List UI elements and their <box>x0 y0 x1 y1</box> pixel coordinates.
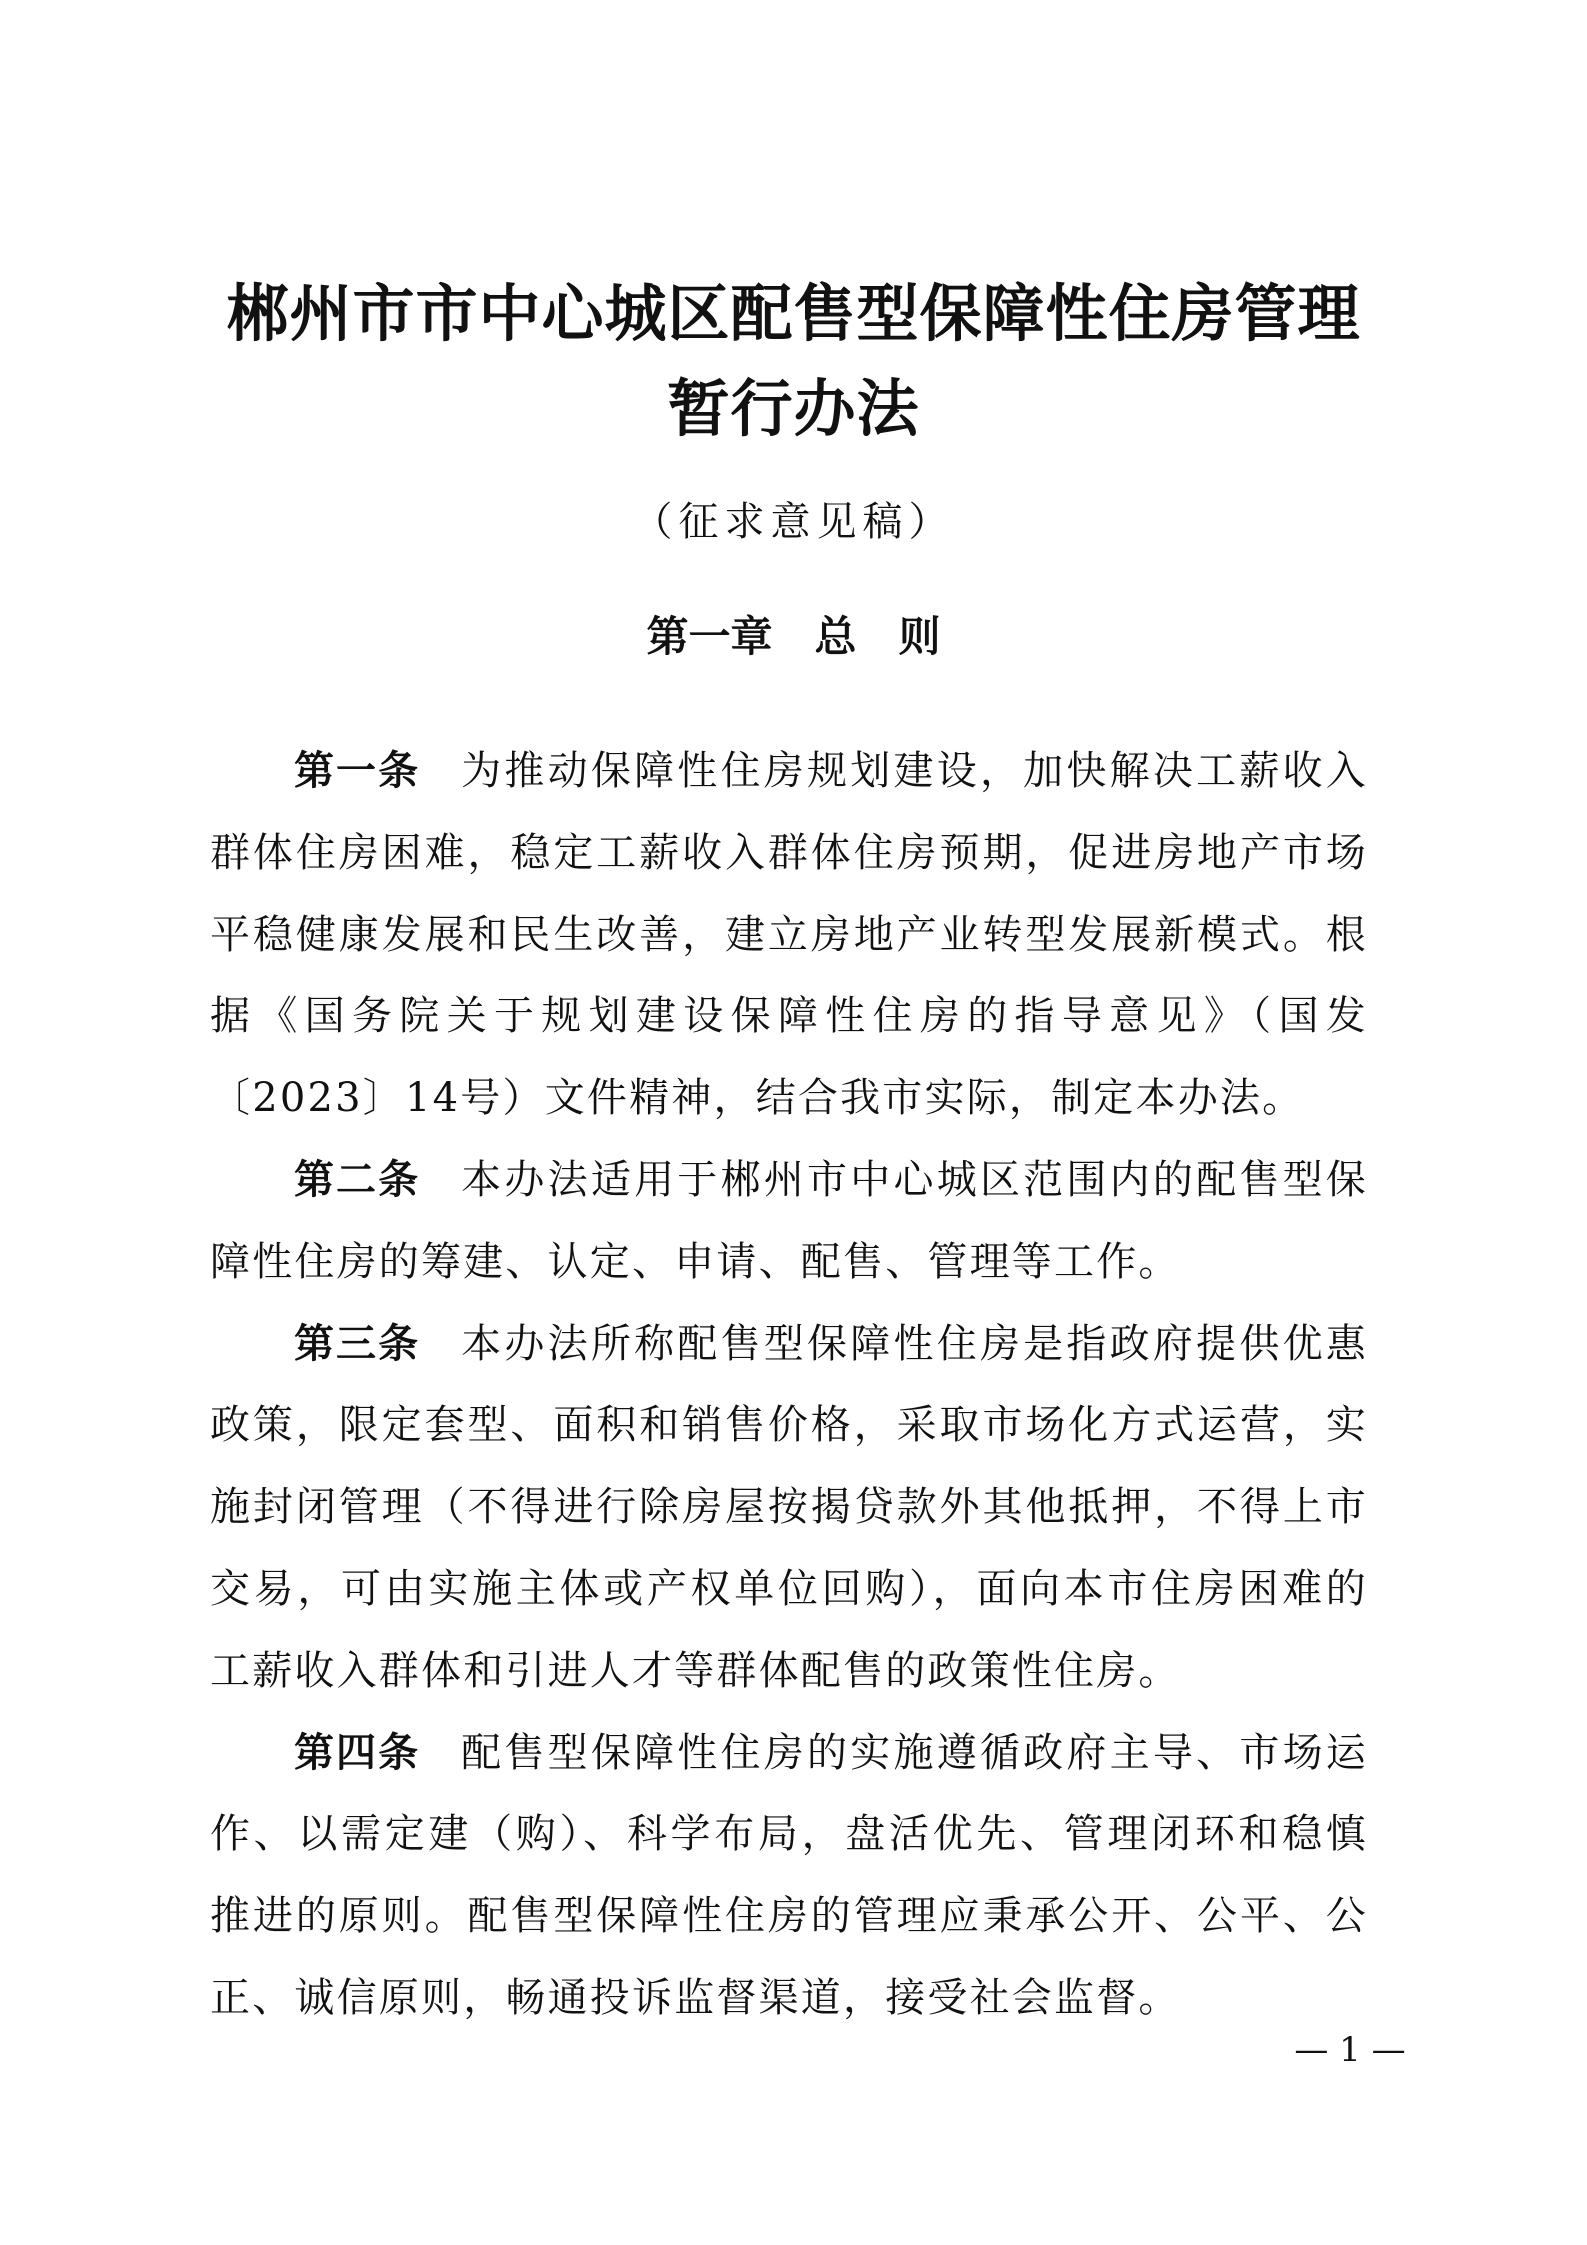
chapter-heading: 第一章 总 则 <box>646 612 941 661</box>
article-2-text: 本办法适用于郴州市中心城区范围内的配售型保障性住房的筹建、认定、申请、配售、管理等工作。 <box>210 1156 1369 1285</box>
article-1-label: 第一条 <box>294 748 421 794</box>
article-3-label: 第三条 <box>294 1320 421 1367</box>
document-title-line-2: 暂行办法 <box>667 372 920 445</box>
article-3 <box>210 1304 1368 1713</box>
document-body <box>210 731 1368 2040</box>
document-title-line-1: 郴州市市中心城区配售型保障性住房管理 <box>226 277 1361 350</box>
article-2-label: 第二条 <box>294 1156 421 1203</box>
article-4 <box>210 1713 1368 2040</box>
article-4-text: 配售型保障性住房的实施遵循政府主导、市场运作、以需定建（购）、科学布局，盘活优先、管理闭环和稳慎推进的原则。配售型保障性住房的管理应秉承公开、公平、公正、诚信原则，畅通投诉监督渠道，接受社会监督。 <box>210 1729 1369 2021</box>
page-number: — 1 — <box>1294 2030 1406 2070</box>
article-2 <box>210 1140 1368 1304</box>
article-4-label: 第四条 <box>294 1729 421 1776</box>
document-subtitle: （征求意见稿） <box>632 499 955 545</box>
article-1-text: 为推动保障性住房规划建设，加快解决工薪收入群体住房困难，稳定工薪收入群体住房预期，促进房地产市场平稳健康发展和民生改善，建立房地产业转型发展新模式。根据《国务院关于规划建设保障性住房的指导意见》（国发〔2023〕14号）文件精神，结合我市实际，制定本办法。 <box>210 748 1369 1122</box>
article-3-text: 本办法所称配售型保障性住房是指政府提供优惠政策，限定套型、面积和销售价格，采取市场化方式运营，实施封闭管理（不得进行除房屋按揭贷款外其他抵押，不得上市交易，可由实施主体或产权单位回购），面向本市住房困难的工薪收入群体和引进人才等群体配售的政策性住房。 <box>210 1320 1369 1694</box>
article-1 <box>210 731 1368 1140</box>
